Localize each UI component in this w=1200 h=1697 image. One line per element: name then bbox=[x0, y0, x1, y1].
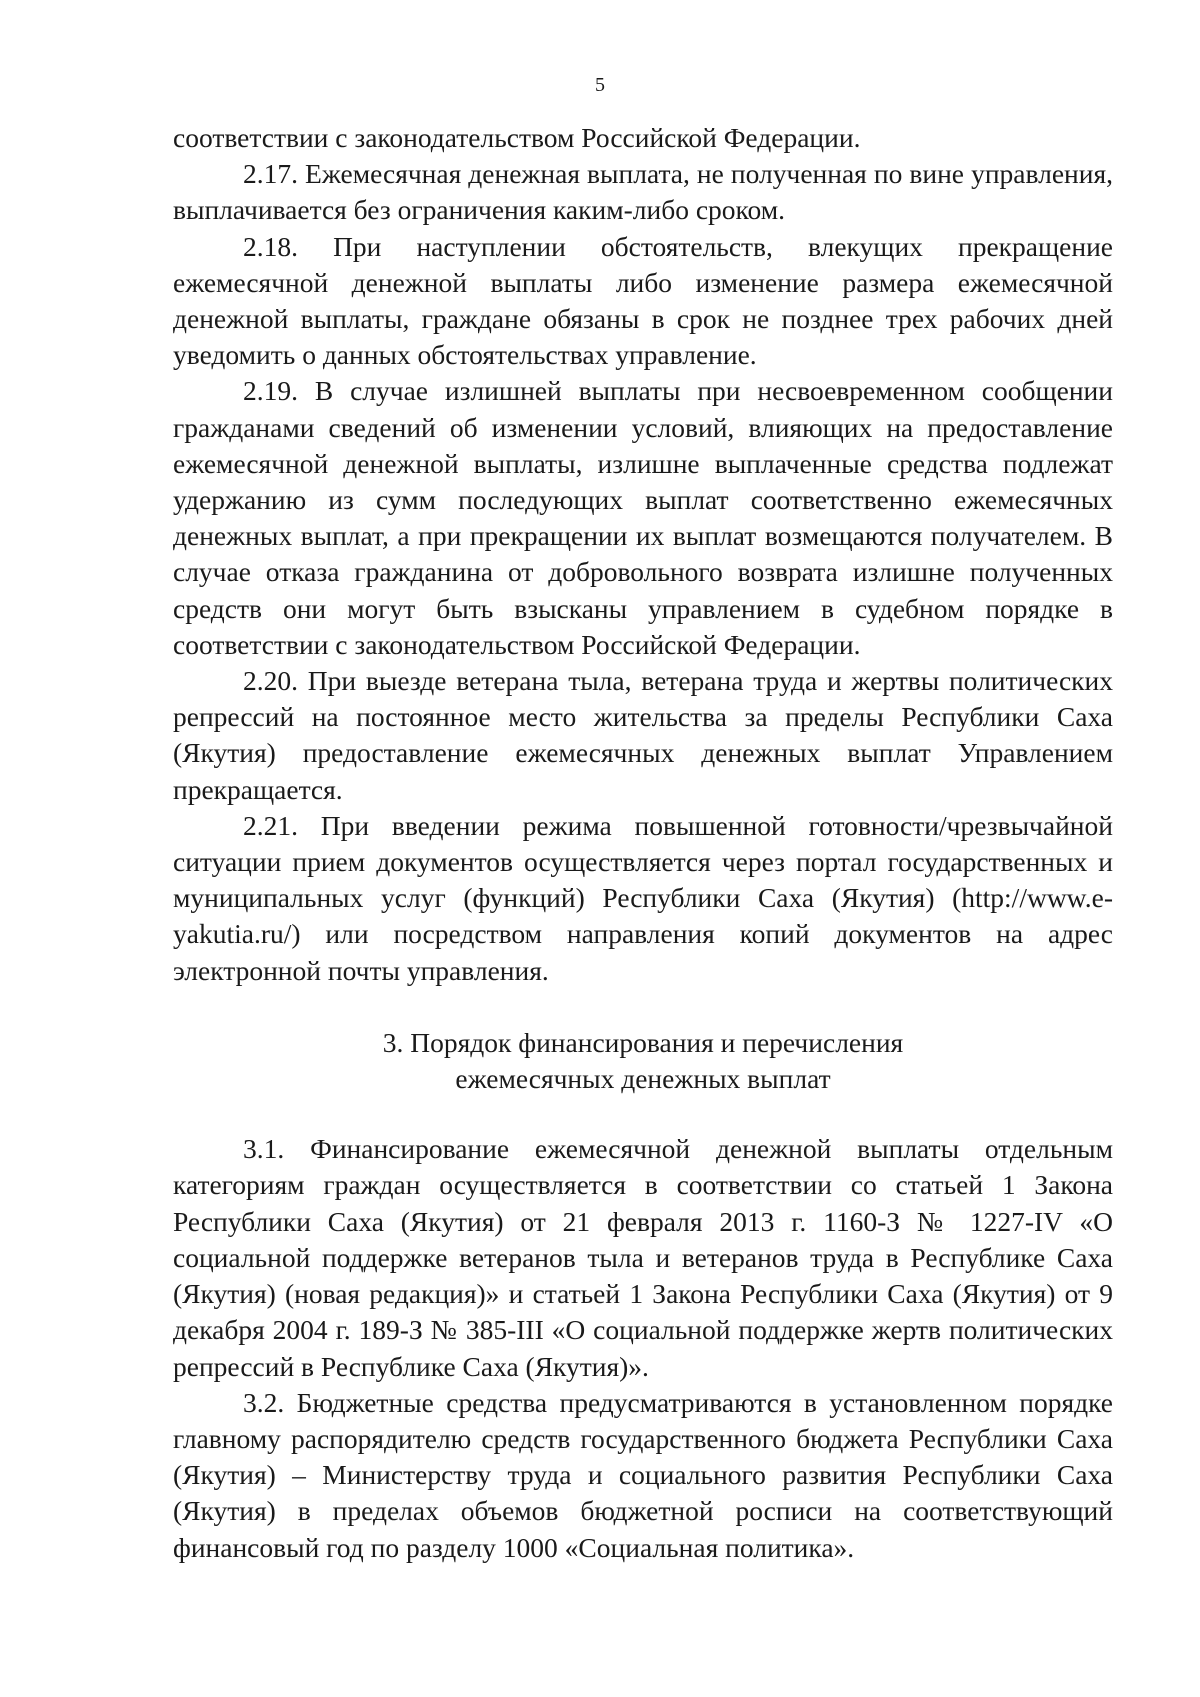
document-body bbox=[173, 120, 1113, 1566]
paragraph-3-1: 3.1. Финансирование ежемесячной денежной выплаты отдельным категориям граждан осуществляется в соответствии со статьей 1 Закона Республики Саха (Якутия) от 21 февраля 2013 г. 1160-З № 1227-IV «О социальной поддержке ветеранов тыла и ветеранов труда в Республике Саха (Якутия) (новая редакция)» и статьей 1 Закона Республики Саха (Якутия) от 9 декабря 2004 г. 189-З № 385-III «О социальной поддержке жертв политических репрессий в Республике Саха (Якутия)». bbox=[173, 1133, 1113, 1382]
section-heading bbox=[173, 1025, 1113, 1097]
paragraph-3-2: 3.2. Бюджетные средства предусматриваются в установленном порядке главному распорядителю средств государственного бюджета Республики Саха (Якутия) – Министерству труда и социального развития Республики Саха (Якутия) в пределах объемов бюджетной росписи на соответствующий финансовый год по разделу 1000 «Социальная политика». bbox=[173, 1386, 1113, 1563]
section-heading-line-1: 3. Порядок финансирования и перечисления bbox=[382, 1026, 904, 1058]
paragraph-2-17: 2.17. Ежемесячная денежная выплата, не полученная по вине управления, выплачивается без ограничения каким-либо сроком. bbox=[173, 158, 1113, 226]
paragraph-2-19: 2.19. В случае излишней выплаты при несвоевременном сообщении гражданами сведений об изменении условий, влияющих на предоставление ежемесячной денежной выплаты, излишне выплаченные средства подлежат удержанию из сумм последующих выплат соответственно ежемесячных денежных выплат, а при прекращении их выплат возмещаются получателем. В случае отказа гражданина от добровольного возврата излишне полученных средств они могут быть взысканы управлением в судебном порядке в соответствии с законодательством Российской Федерации. bbox=[173, 375, 1113, 660]
paragraph-2-21: 2.21. При введении режима повышенной готовности/чрезвычайной ситуации прием документов осуществляется через портал государственных и муниципальных услуг (функций) Республики Саха (Якутия) (http://www.e-yakutia.ru/) или посредством направления копий документов на адрес электронной почты управления. bbox=[173, 809, 1113, 986]
section-heading-line-2: ежемесячных денежных выплат bbox=[455, 1063, 831, 1095]
paragraph-2-20: 2.20. При выезде ветерана тыла, ветерана труда и жертвы политических репрессий на постоянное место жительства за пределы Республики Саха (Якутия) предоставление ежемесячных денежных выплат Управлением прекращается. bbox=[173, 665, 1113, 805]
paragraph-continuation: соответствии с законодательством Российской Федерации. bbox=[173, 122, 861, 153]
page-number: 5 bbox=[595, 74, 605, 96]
paragraph-2-18: 2.18. При наступлении обстоятельств, влекущих прекращение ежемесячной денежной выплаты либо изменение размера ежемесячной денежной выплаты, граждане обязаны в срок не позднее трех рабочих дней уведомить о данных обстоятельствах управление. bbox=[173, 230, 1113, 371]
